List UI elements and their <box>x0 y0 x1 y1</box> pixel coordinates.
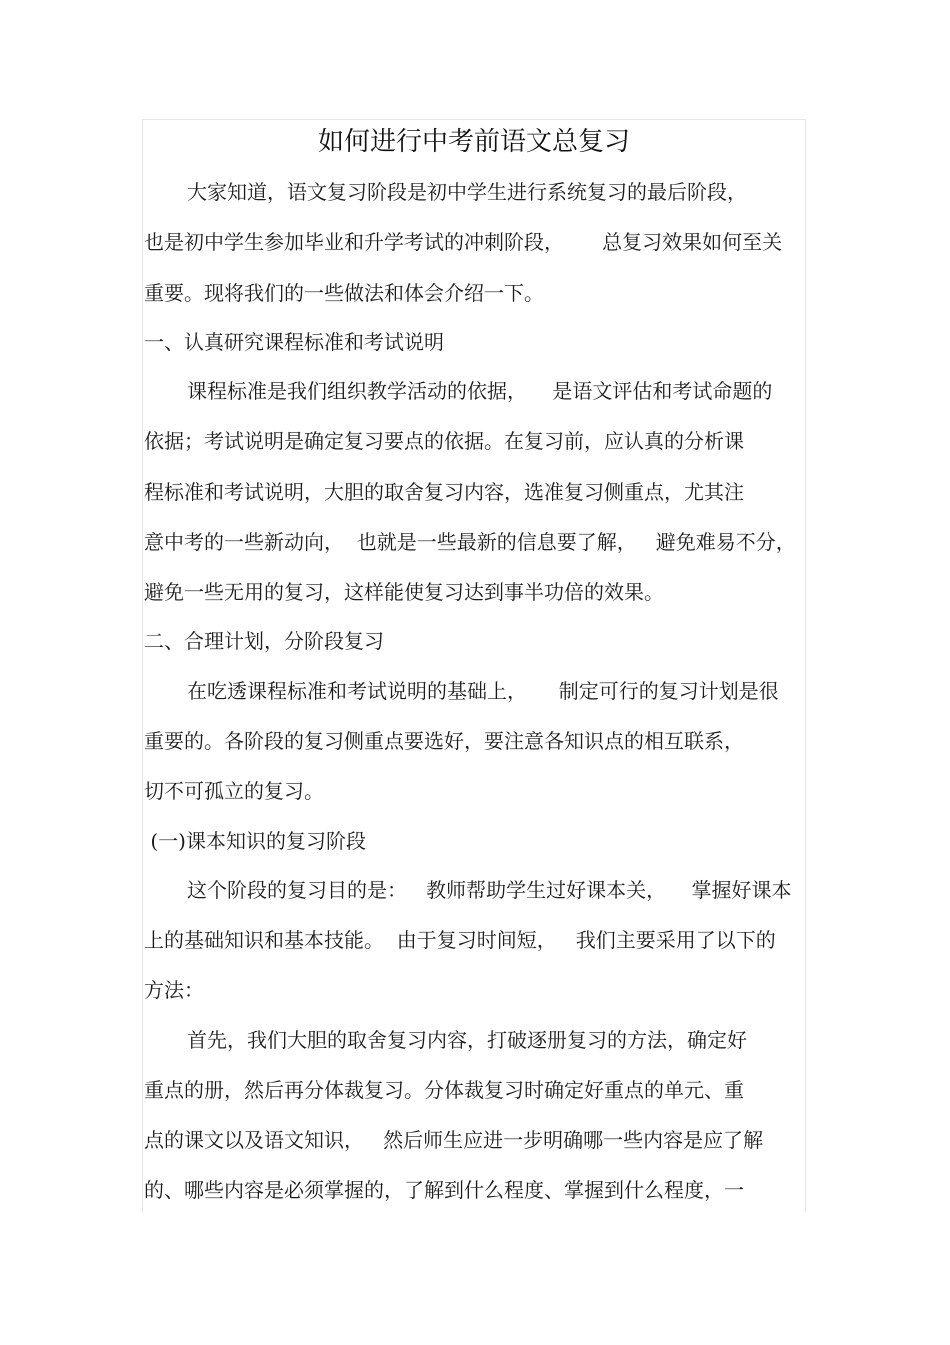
section-heading: 二、合理计划，分阶段复习 <box>144 629 384 653</box>
paragraph-line: 意中考的一些新动向， 也就是一些最新的信息要了解， 避免难易不分， <box>144 530 796 554</box>
paragraph-line: 的、哪些内容是必须掌握的，了解到什么程度、掌握到什么程度，一 <box>144 1178 744 1202</box>
paragraph-line: 课程标准是我们组织教学活动的依据， 是语文评估和考试命题的 <box>187 379 773 403</box>
paragraph-line: 这个阶段的复习目的是： 教师帮助学生过好课本关， 掌握好课本 <box>187 878 792 902</box>
paragraph-line: 依据；考试说明是确定复习要点的依据。在复习前，应认真的分析课 <box>144 429 744 453</box>
paragraph-line: 点的课文以及语文知识， 然后师生应进一步明确哪一些内容是应了解 <box>144 1128 764 1152</box>
paragraph-line: 也是初中学生参加毕业和升学考试的冲刺阶段， 总复习效果如何至关 <box>144 230 783 254</box>
subsection-heading: (一)课本知识的复习阶段 <box>144 829 366 853</box>
paragraph-line: 重要。现将我们的一些做法和体会介绍一下。 <box>144 281 544 305</box>
paragraph-line: 首先，我们大胆的取舍复习内容，打破逐册复习的方法，确定好 <box>187 1028 747 1052</box>
paragraph-line: 程标准和考试说明，大胆的取舍复习内容，选准复习侧重点，尤其注 <box>144 480 744 504</box>
section-heading: 一、认真研究课程标准和考试说明 <box>144 330 444 354</box>
paragraph-line: 重要的。各阶段的复习侧重点要选好，要注意各知识点的相互联系， <box>144 729 744 753</box>
document-title: 如何进行中考前语文总复习 <box>317 127 630 157</box>
paragraph-line: 切不可孤立的复习。 <box>144 779 324 803</box>
paragraph-line: 重点的册，然后再分体裁复习。分体裁复习时确定好重点的单元、重 <box>144 1078 744 1102</box>
paragraph-line: 避免一些无用的复习，这样能使复习达到事半功倍的效果。 <box>144 580 664 604</box>
paragraph-line: 大家知道，语文复习阶段是初中学生进行系统复习的最后阶段， <box>187 180 747 204</box>
paragraph-line: 在吃透课程标准和考试说明的基础上， 制定可行的复习计划是很 <box>187 679 779 703</box>
paragraph-line: 上的基础知识和基本技能。 由于复习时间短， 我们主要采用了以下的 <box>144 928 776 952</box>
paragraph-line: 方法： <box>144 978 204 1002</box>
